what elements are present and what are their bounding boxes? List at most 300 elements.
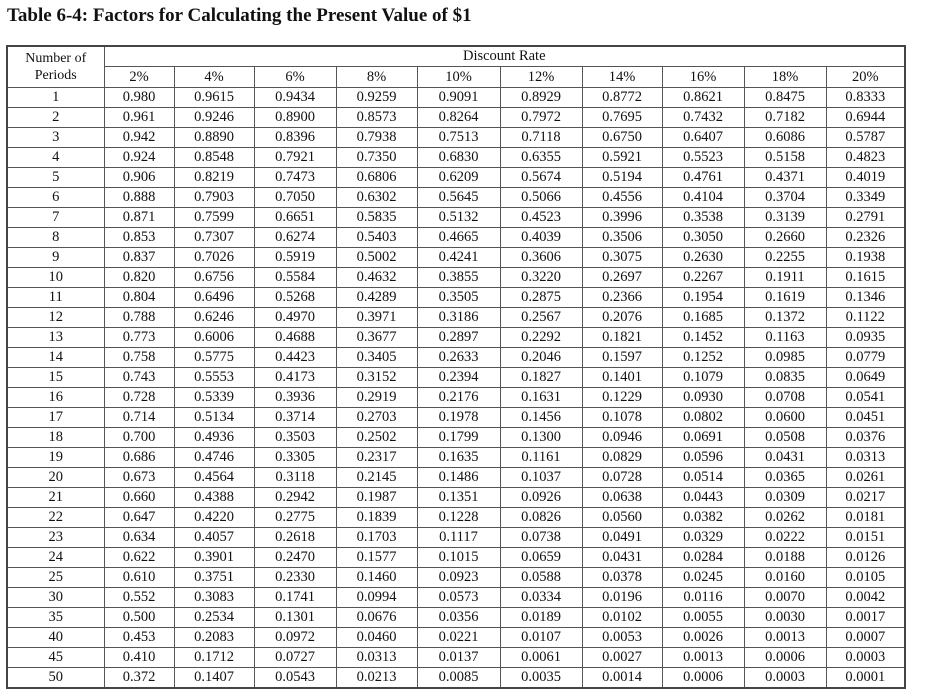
- factor-cell: 0.453: [104, 628, 174, 648]
- factor-cell: 0.3538: [662, 208, 744, 228]
- factor-cell: 0.6756: [174, 268, 254, 288]
- factor-cell: 0.4173: [254, 368, 336, 388]
- factor-cell: 0.3704: [744, 188, 826, 208]
- period-cell: 17: [7, 408, 104, 428]
- factor-cell: 0.0213: [336, 668, 417, 689]
- factor-cell: 0.2317: [336, 448, 417, 468]
- factor-cell: 0.0126: [826, 548, 905, 568]
- factor-cell: 0.0378: [582, 568, 662, 588]
- present-value-table: [6, 45, 906, 689]
- factor-cell: 0.0738: [500, 528, 582, 548]
- rate-header: 20%: [826, 67, 905, 88]
- factor-cell: 0.4039: [500, 228, 582, 248]
- factor-cell: 0.0017: [826, 608, 905, 628]
- factor-cell: 0.0334: [500, 588, 582, 608]
- factor-cell: 0.6302: [336, 188, 417, 208]
- factor-cell: 0.4746: [174, 448, 254, 468]
- factor-cell: 0.2145: [336, 468, 417, 488]
- factor-cell: 0.0042: [826, 588, 905, 608]
- table-row: [7, 308, 905, 328]
- factor-cell: 0.2791: [826, 208, 905, 228]
- factor-cell: 0.0222: [744, 528, 826, 548]
- factor-cell: 0.7026: [174, 248, 254, 268]
- period-cell: 50: [7, 668, 104, 689]
- factor-cell: 0.5403: [336, 228, 417, 248]
- factor-cell: 0.4241: [417, 248, 500, 268]
- factor-cell: 0.2618: [254, 528, 336, 548]
- table-row: [7, 588, 905, 608]
- factor-cell: 0.1619: [744, 288, 826, 308]
- factor-cell: 0.4970: [254, 308, 336, 328]
- factor-cell: 0.4104: [662, 188, 744, 208]
- factor-cell: 0.1351: [417, 488, 500, 508]
- factor-cell: 0.1635: [417, 448, 500, 468]
- factor-cell: 0.7182: [744, 108, 826, 128]
- period-cell: 45: [7, 648, 104, 668]
- factor-cell: 0.3936: [254, 388, 336, 408]
- factor-cell: 0.2083: [174, 628, 254, 648]
- factor-cell: 0.0573: [417, 588, 500, 608]
- factor-cell: 0.700: [104, 428, 174, 448]
- factor-cell: 0.7903: [174, 188, 254, 208]
- factor-cell: 0.1117: [417, 528, 500, 548]
- factor-cell: 0.0006: [744, 648, 826, 668]
- period-cell: 3: [7, 128, 104, 148]
- period-cell: 12: [7, 308, 104, 328]
- factor-cell: 0.6806: [336, 168, 417, 188]
- table-row: [7, 248, 905, 268]
- factor-cell: 0.3503: [254, 428, 336, 448]
- factor-cell: 0.0309: [744, 488, 826, 508]
- factor-cell: 0.1799: [417, 428, 500, 448]
- factor-cell: 0.7921: [254, 148, 336, 168]
- rate-header: 4%: [174, 67, 254, 88]
- table-row: [7, 528, 905, 548]
- factor-cell: 0.2255: [744, 248, 826, 268]
- table-row: [7, 208, 905, 228]
- factor-cell: 0.0261: [826, 468, 905, 488]
- factor-cell: 0.0189: [500, 608, 582, 628]
- factor-cell: 0.5674: [500, 168, 582, 188]
- factor-cell: 0.2775: [254, 508, 336, 528]
- rate-header: 10%: [417, 67, 500, 88]
- factor-cell: 0.1597: [582, 348, 662, 368]
- factor-cell: 0.6355: [500, 148, 582, 168]
- factor-cell: 0.0676: [336, 608, 417, 628]
- factor-cell: 0.3751: [174, 568, 254, 588]
- table-row: [7, 548, 905, 568]
- factor-cell: 0.0972: [254, 628, 336, 648]
- factor-cell: 0.4423: [254, 348, 336, 368]
- table-row: [7, 368, 905, 388]
- period-cell: 21: [7, 488, 104, 508]
- factor-cell: 0.9434: [254, 88, 336, 108]
- factor-cell: 0.1122: [826, 308, 905, 328]
- factor-cell: 0.1911: [744, 268, 826, 288]
- period-cell: 23: [7, 528, 104, 548]
- factor-cell: 0.3220: [500, 268, 582, 288]
- factor-cell: 0.2567: [500, 308, 582, 328]
- factor-cell: 0.1372: [744, 308, 826, 328]
- factor-cell: 0.2046: [500, 348, 582, 368]
- factor-cell: 0.2076: [582, 308, 662, 328]
- factor-cell: 0.0985: [744, 348, 826, 368]
- factor-cell: 0.1978: [417, 408, 500, 428]
- factor-cell: 0.0596: [662, 448, 744, 468]
- factor-cell: 0.0382: [662, 508, 744, 528]
- factor-cell: 0.1839: [336, 508, 417, 528]
- period-cell: 14: [7, 348, 104, 368]
- factor-cell: 0.0217: [826, 488, 905, 508]
- factor-cell: 0.5134: [174, 408, 254, 428]
- factor-cell: 0.3606: [500, 248, 582, 268]
- factor-cell: 0.0779: [826, 348, 905, 368]
- factor-cell: 0.0588: [500, 568, 582, 588]
- factor-cell: 0.2470: [254, 548, 336, 568]
- factor-cell: 0.3075: [582, 248, 662, 268]
- factor-cell: 0.0431: [582, 548, 662, 568]
- period-cell: 5: [7, 168, 104, 188]
- factor-cell: 0.7599: [174, 208, 254, 228]
- factor-cell: 0.788: [104, 308, 174, 328]
- factor-cell: 0.8621: [662, 88, 744, 108]
- factor-cell: 0.2942: [254, 488, 336, 508]
- factor-cell: 0.3349: [826, 188, 905, 208]
- factor-cell: 0.3186: [417, 308, 500, 328]
- period-cell: 9: [7, 248, 104, 268]
- factor-cell: 0.1741: [254, 588, 336, 608]
- factor-cell: 0.8475: [744, 88, 826, 108]
- factor-cell: 0.0107: [500, 628, 582, 648]
- factor-cell: 0.5584: [254, 268, 336, 288]
- table-row: [7, 428, 905, 448]
- table-row: [7, 268, 905, 288]
- factor-cell: 0.7972: [500, 108, 582, 128]
- factor-cell: 0.0003: [826, 648, 905, 668]
- factor-cell: 0.0835: [744, 368, 826, 388]
- factor-cell: 0.0053: [582, 628, 662, 648]
- factor-cell: 0.871: [104, 208, 174, 228]
- period-cell: 20: [7, 468, 104, 488]
- factor-cell: 0.3901: [174, 548, 254, 568]
- factor-cell: 0.1346: [826, 288, 905, 308]
- factor-cell: 0.0188: [744, 548, 826, 568]
- table-row: [7, 468, 905, 488]
- factor-cell: 0.0035: [500, 668, 582, 689]
- factor-cell: 0.8929: [500, 88, 582, 108]
- period-cell: 22: [7, 508, 104, 528]
- factor-cell: 0.660: [104, 488, 174, 508]
- factor-cell: 0.0055: [662, 608, 744, 628]
- period-cell: 10: [7, 268, 104, 288]
- table-row: [7, 668, 905, 689]
- period-cell: 18: [7, 428, 104, 448]
- factor-cell: 0.1163: [744, 328, 826, 348]
- factor-cell: 0.0935: [826, 328, 905, 348]
- rate-header: 12%: [500, 67, 582, 88]
- factor-cell: 0.0691: [662, 428, 744, 448]
- factor-cell: 0.0262: [744, 508, 826, 528]
- factor-cell: 0.1015: [417, 548, 500, 568]
- factor-cell: 0.7118: [500, 128, 582, 148]
- factor-cell: 0.5921: [582, 148, 662, 168]
- factor-cell: 0.0105: [826, 568, 905, 588]
- factor-cell: 0.0541: [826, 388, 905, 408]
- table-body: [7, 88, 905, 689]
- factor-cell: 0.3305: [254, 448, 336, 468]
- factor-cell: 0.2502: [336, 428, 417, 448]
- factor-cell: 0.3714: [254, 408, 336, 428]
- table-row: [7, 348, 905, 368]
- factor-cell: 0.0085: [417, 668, 500, 689]
- factor-cell: 0.5002: [336, 248, 417, 268]
- factor-cell: 0.4936: [174, 428, 254, 448]
- factor-cell: 0.0181: [826, 508, 905, 528]
- factor-cell: 0.634: [104, 528, 174, 548]
- factor-cell: 0.853: [104, 228, 174, 248]
- factor-cell: 0.1460: [336, 568, 417, 588]
- period-cell: 11: [7, 288, 104, 308]
- period-cell: 40: [7, 628, 104, 648]
- table-row: [7, 228, 905, 248]
- factor-cell: 0.1229: [582, 388, 662, 408]
- factor-cell: 0.8890: [174, 128, 254, 148]
- factor-cell: 0.7050: [254, 188, 336, 208]
- table-row: [7, 388, 905, 408]
- factor-cell: 0.9246: [174, 108, 254, 128]
- period-cell: 7: [7, 208, 104, 228]
- factor-cell: 0.773: [104, 328, 174, 348]
- factor-cell: 0.4688: [254, 328, 336, 348]
- factor-cell: 0.647: [104, 508, 174, 528]
- factor-cell: 0.0151: [826, 528, 905, 548]
- factor-cell: 0.1079: [662, 368, 744, 388]
- factor-cell: 0.942: [104, 128, 174, 148]
- factor-cell: 0.1821: [582, 328, 662, 348]
- factor-cell: 0.2534: [174, 608, 254, 628]
- factor-cell: 0.0508: [744, 428, 826, 448]
- factor-cell: 0.410: [104, 648, 174, 668]
- factor-cell: 0.5553: [174, 368, 254, 388]
- periods-header-line2: Periods: [34, 68, 77, 83]
- factor-cell: 0.924: [104, 148, 174, 168]
- factor-cell: 0.2176: [417, 388, 500, 408]
- factor-cell: 0.1938: [826, 248, 905, 268]
- factor-cell: 0.0013: [662, 648, 744, 668]
- factor-cell: 0.0708: [744, 388, 826, 408]
- factor-cell: 0.622: [104, 548, 174, 568]
- factor-cell: 0.1631: [500, 388, 582, 408]
- table-row: [7, 448, 905, 468]
- period-cell: 35: [7, 608, 104, 628]
- factor-cell: 0.0600: [744, 408, 826, 428]
- factor-cell: 0.6006: [174, 328, 254, 348]
- factor-cell: 0.758: [104, 348, 174, 368]
- factor-cell: 0.8573: [336, 108, 417, 128]
- factor-cell: 0.1954: [662, 288, 744, 308]
- factor-cell: 0.0221: [417, 628, 500, 648]
- factor-cell: 0.4371: [744, 168, 826, 188]
- factor-cell: 0.7307: [174, 228, 254, 248]
- factor-cell: 0.0826: [500, 508, 582, 528]
- rate-header-row: [7, 67, 905, 88]
- factor-cell: 0.2267: [662, 268, 744, 288]
- factor-cell: 0.0356: [417, 608, 500, 628]
- factor-cell: 0.0102: [582, 608, 662, 628]
- factor-cell: 0.1577: [336, 548, 417, 568]
- factor-cell: 0.4523: [500, 208, 582, 228]
- factor-cell: 0.8219: [174, 168, 254, 188]
- factor-cell: 0.2875: [500, 288, 582, 308]
- factor-cell: 0.980: [104, 88, 174, 108]
- factor-cell: 0.2330: [254, 568, 336, 588]
- factor-cell: 0.7432: [662, 108, 744, 128]
- factor-cell: 0.2292: [500, 328, 582, 348]
- factor-cell: 0.0027: [582, 648, 662, 668]
- factor-cell: 0.728: [104, 388, 174, 408]
- rate-header: 8%: [336, 67, 417, 88]
- factor-cell: 0.0649: [826, 368, 905, 388]
- factor-cell: 0.0313: [336, 648, 417, 668]
- factor-cell: 0.3050: [662, 228, 744, 248]
- factor-cell: 0.6944: [826, 108, 905, 128]
- factor-cell: 0.1456: [500, 408, 582, 428]
- factor-cell: 0.1452: [662, 328, 744, 348]
- table-row: [7, 488, 905, 508]
- factor-cell: 0.0137: [417, 648, 500, 668]
- factor-cell: 0.0930: [662, 388, 744, 408]
- factor-cell: 0.0014: [582, 668, 662, 689]
- period-cell: 8: [7, 228, 104, 248]
- factor-cell: 0.2633: [417, 348, 500, 368]
- factor-cell: 0.552: [104, 588, 174, 608]
- table-row: [7, 628, 905, 648]
- factor-cell: 0.2630: [662, 248, 744, 268]
- factor-cell: 0.961: [104, 108, 174, 128]
- period-cell: 2: [7, 108, 104, 128]
- factor-cell: 0.1827: [500, 368, 582, 388]
- factor-cell: 0.888: [104, 188, 174, 208]
- page-title: Table 6-4: Factors for Calculating the Present Value of $1: [7, 5, 472, 26]
- factor-cell: 0.0030: [744, 608, 826, 628]
- factor-cell: 0.610: [104, 568, 174, 588]
- factor-cell: 0.0284: [662, 548, 744, 568]
- period-cell: 1: [7, 88, 104, 108]
- factor-cell: 0.1228: [417, 508, 500, 528]
- factor-cell: 0.0514: [662, 468, 744, 488]
- factor-cell: 0.3405: [336, 348, 417, 368]
- period-cell: 16: [7, 388, 104, 408]
- factor-cell: 0.2366: [582, 288, 662, 308]
- factor-cell: 0.0116: [662, 588, 744, 608]
- factor-cell: 0.6496: [174, 288, 254, 308]
- factor-cell: 0.0003: [744, 668, 826, 689]
- factor-cell: 0.2897: [417, 328, 500, 348]
- factor-cell: 0.7938: [336, 128, 417, 148]
- period-cell: 4: [7, 148, 104, 168]
- factor-cell: 0.1037: [500, 468, 582, 488]
- factor-cell: 0.4823: [826, 148, 905, 168]
- period-cell: 13: [7, 328, 104, 348]
- factor-cell: 0.4220: [174, 508, 254, 528]
- factor-cell: 0.2326: [826, 228, 905, 248]
- factor-cell: 0.1987: [336, 488, 417, 508]
- factor-cell: 0.2660: [744, 228, 826, 248]
- period-cell: 30: [7, 588, 104, 608]
- factor-cell: 0.2394: [417, 368, 500, 388]
- table-row: [7, 608, 905, 628]
- factor-cell: 0.7473: [254, 168, 336, 188]
- factor-cell: 0.0376: [826, 428, 905, 448]
- factor-cell: 0.5835: [336, 208, 417, 228]
- factor-cell: 0.500: [104, 608, 174, 628]
- factor-cell: 0.9615: [174, 88, 254, 108]
- factor-cell: 0.3152: [336, 368, 417, 388]
- period-cell: 25: [7, 568, 104, 588]
- table-row: [7, 328, 905, 348]
- factor-cell: 0.2697: [582, 268, 662, 288]
- factor-cell: 0.8548: [174, 148, 254, 168]
- factor-cell: 0.0196: [582, 588, 662, 608]
- factor-cell: 0.8900: [254, 108, 336, 128]
- period-cell: 6: [7, 188, 104, 208]
- factor-cell: 0.8396: [254, 128, 336, 148]
- factor-cell: 0.5132: [417, 208, 500, 228]
- rate-header: 16%: [662, 67, 744, 88]
- factor-cell: 0.0007: [826, 628, 905, 648]
- factor-cell: 0.0560: [582, 508, 662, 528]
- factor-cell: 0.0006: [662, 668, 744, 689]
- factor-cell: 0.3506: [582, 228, 662, 248]
- factor-cell: 0.906: [104, 168, 174, 188]
- table-row: [7, 168, 905, 188]
- factor-cell: 0.1252: [662, 348, 744, 368]
- factor-cell: 0.0160: [744, 568, 826, 588]
- table-row: [7, 148, 905, 168]
- discount-rate-header: Discount Rate: [104, 46, 905, 67]
- factor-cell: 0.1301: [254, 608, 336, 628]
- factor-cell: 0.3996: [582, 208, 662, 228]
- factor-cell: 0.0923: [417, 568, 500, 588]
- factor-cell: 0.0431: [744, 448, 826, 468]
- factor-cell: 0.0946: [582, 428, 662, 448]
- factor-cell: 0.0728: [582, 468, 662, 488]
- factor-cell: 0.1703: [336, 528, 417, 548]
- table-row: [7, 408, 905, 428]
- factor-cell: 0.9259: [336, 88, 417, 108]
- factor-cell: 0.372: [104, 668, 174, 689]
- factor-cell: 0.1486: [417, 468, 500, 488]
- factor-cell: 0.5066: [500, 188, 582, 208]
- factor-cell: 0.1300: [500, 428, 582, 448]
- factor-cell: 0.686: [104, 448, 174, 468]
- factor-cell: 0.6750: [582, 128, 662, 148]
- factor-cell: 0.0543: [254, 668, 336, 689]
- factor-cell: 0.0061: [500, 648, 582, 668]
- factor-cell: 0.0365: [744, 468, 826, 488]
- factor-cell: 0.3505: [417, 288, 500, 308]
- factor-cell: 0.0451: [826, 408, 905, 428]
- factor-cell: 0.3855: [417, 268, 500, 288]
- factor-cell: 0.8333: [826, 88, 905, 108]
- factor-cell: 0.5268: [254, 288, 336, 308]
- factor-cell: 0.1161: [500, 448, 582, 468]
- factor-cell: 0.7695: [582, 108, 662, 128]
- factor-cell: 0.4665: [417, 228, 500, 248]
- factor-cell: 0.6086: [744, 128, 826, 148]
- factor-cell: 0.0329: [662, 528, 744, 548]
- factor-cell: 0.0638: [582, 488, 662, 508]
